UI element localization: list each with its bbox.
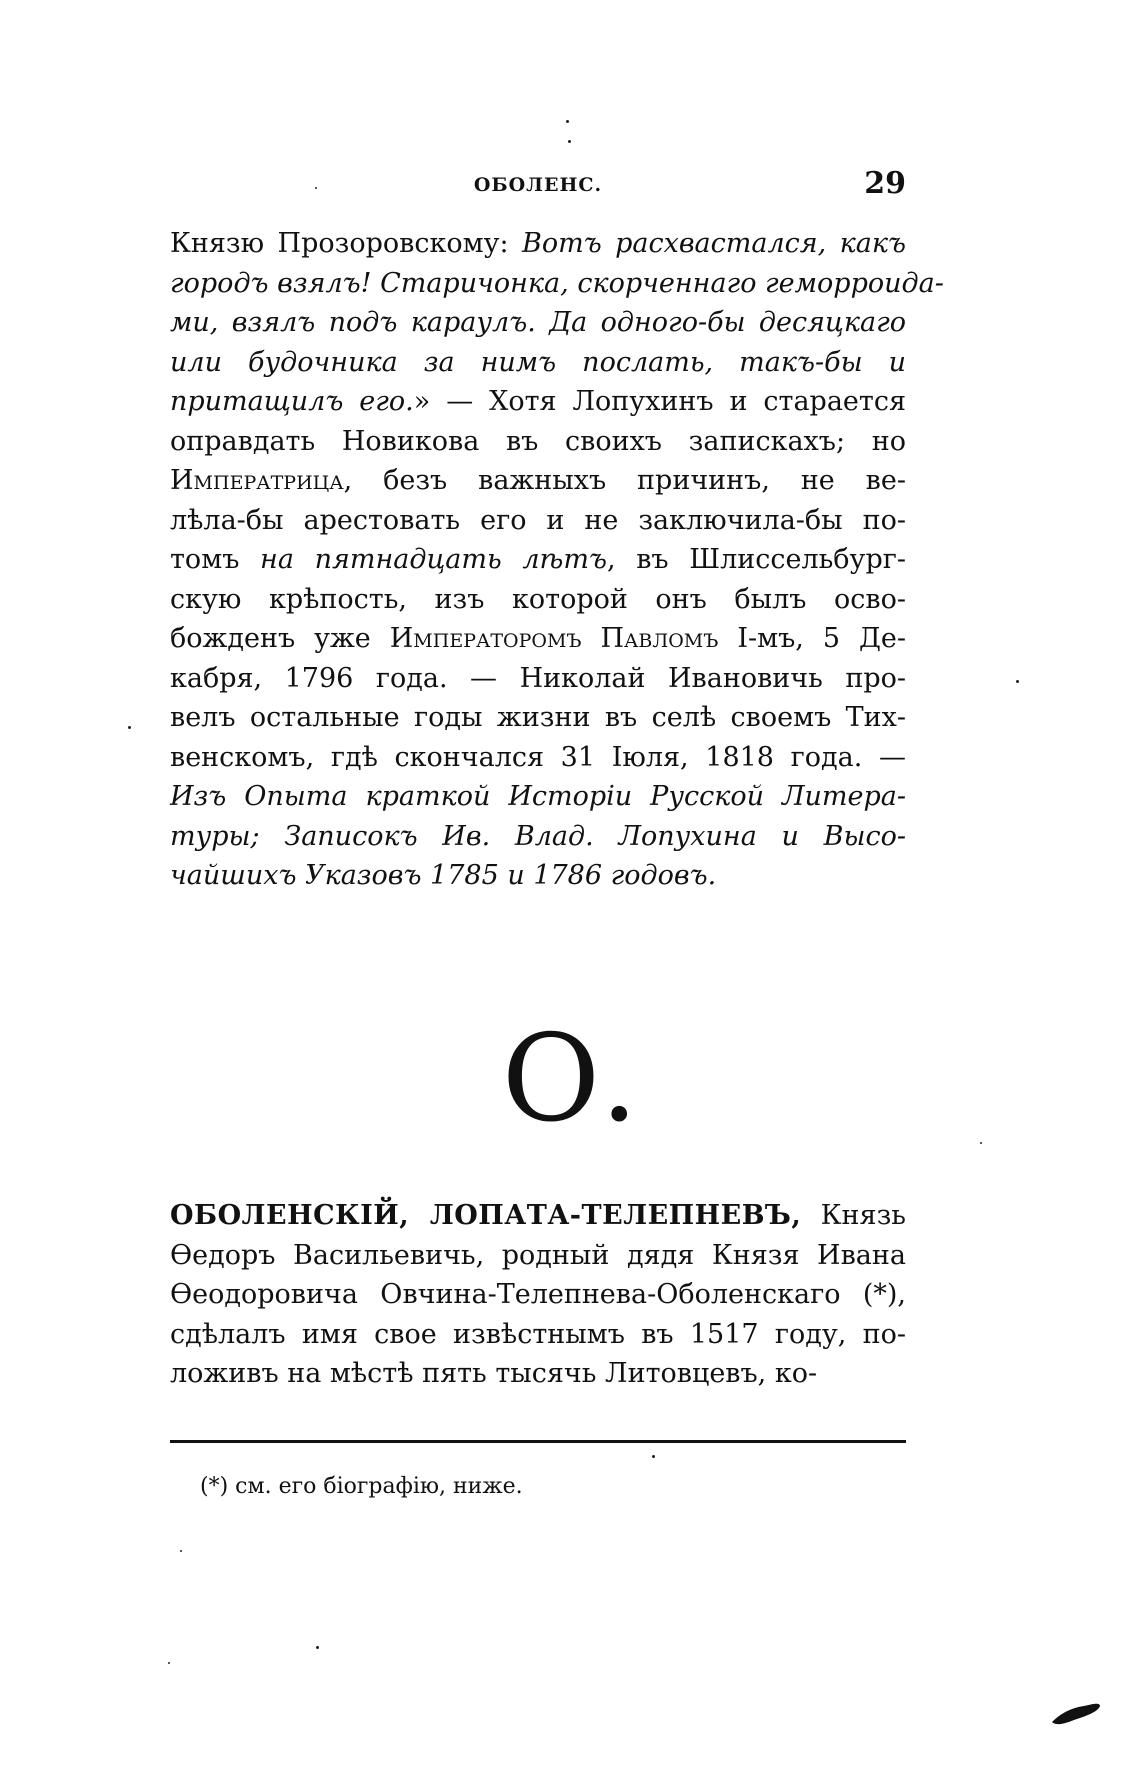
text-line [170,540,906,580]
text-line [170,698,906,738]
text-run: ОБОЛЕНСКІЙ, ЛОПАТА-ТЕЛЕПНЕВЪ, [170,1200,802,1231]
text-run: скую крѣпость, изъ которой онъ былъ осво- [170,583,906,615]
running-title: ОБОЛЕНС. [473,174,603,196]
text-run: Князю Прозоровскому: [170,228,523,259]
text-line [170,303,906,343]
text-run: сдѣлалъ имя свое извѣстнымъ въ 1517 году, по- [170,1318,906,1350]
text-run: велъ остальные годы жизни въ селѣ своемъ Тих- [170,702,906,733]
text-run: притащилъ его. [170,386,414,417]
scan-speck [168,1662,170,1664]
text-run: оправдать Новикова въ своихъ запискахъ; но [170,425,906,457]
text-line [170,777,906,817]
text-run: Ѳедоръ Васильевичь, родный дядя Князя Ивана [170,1239,906,1271]
ink-blot-mark [1050,1700,1102,1726]
scan-speck [128,726,131,729]
scan-speck [566,120,569,123]
text-line [170,343,906,383]
text-run: Князь [801,1200,906,1231]
text-line [170,580,906,620]
text-run: чайшихъ Указовъ 1785 и 1786 годовъ. [170,860,717,891]
text-line [170,264,944,304]
text-line [170,1275,906,1315]
text-line [170,659,906,699]
scan-speck [980,1142,982,1144]
text-line [170,1315,906,1355]
text-line [170,619,906,659]
scan-speck [1016,680,1019,683]
footnote: (*) см. его біографію, ниже. [200,1474,523,1499]
text-run: венскомъ, гдѣ скончался 31 Іюля, 1818 года. — [170,741,906,773]
scan-speck [568,140,571,143]
text-line [170,422,906,462]
scan-speck [180,1550,182,1552]
text-run: кабря, 1796 года. — Николай Ивановичь про- [170,662,906,694]
text-line [170,817,906,857]
text-run: томъ [170,544,261,575]
text-line [170,1354,906,1394]
text-run: Изъ Опыта краткой Исторіи Русской Литера- [170,781,906,812]
text-run: городъ взялъ! Старичонка, скорченнаго геморроида- [170,267,944,299]
text-run: божденъ уже [170,623,390,654]
text-run: , безъ важныхъ причинъ, не ве- [343,465,906,496]
text-line [170,1196,906,1236]
text-run: Императоромъ Павломъ [389,623,719,654]
text-line [170,856,906,896]
scan-speck [316,1646,319,1649]
text-run: , въ Шлиссельбург- [606,544,906,575]
text-run: Вотъ расхвастался, какъ [522,228,906,259]
text-run: Императрица [170,465,344,496]
text-line [170,738,906,778]
text-run: Ѳеодоровича Овчина-Телепнева-Оболенскаго (*), [170,1279,906,1310]
text-run: ми, взялъ подъ караулъ. Да одного-бы десяцкаго [170,307,906,338]
text-line [170,224,906,264]
text-line [170,1236,906,1276]
scan-speck [315,187,317,189]
text-run: на пятнадцать лѣтъ [260,544,607,575]
footnote-rule [170,1440,906,1443]
text-line [170,501,906,541]
text-line [170,461,906,501]
text-run: лѣла-бы арестовать его и не заключила-бы по- [170,504,906,536]
text-run: или будочника за нимъ послать, такъ-бы и [170,346,906,378]
text-run: ложивъ на мѣстѣ пять тысячь Литовцевъ, ко- [170,1358,818,1389]
section-letter-heading: О. [501,1010,639,1149]
text-run: туры; Записокъ Ив. Влад. Лопухина и Высо- [170,820,906,852]
article-continuation [170,224,944,896]
running-head [170,166,906,206]
page-number: 29 [864,166,906,201]
text-run: » — Хотя Лопухинъ и старается [413,386,906,417]
article-obolensky [170,1196,906,1394]
text-line [170,382,906,422]
scan-speck [652,1455,655,1458]
text-run: I-мъ, 5 Де- [718,623,907,654]
